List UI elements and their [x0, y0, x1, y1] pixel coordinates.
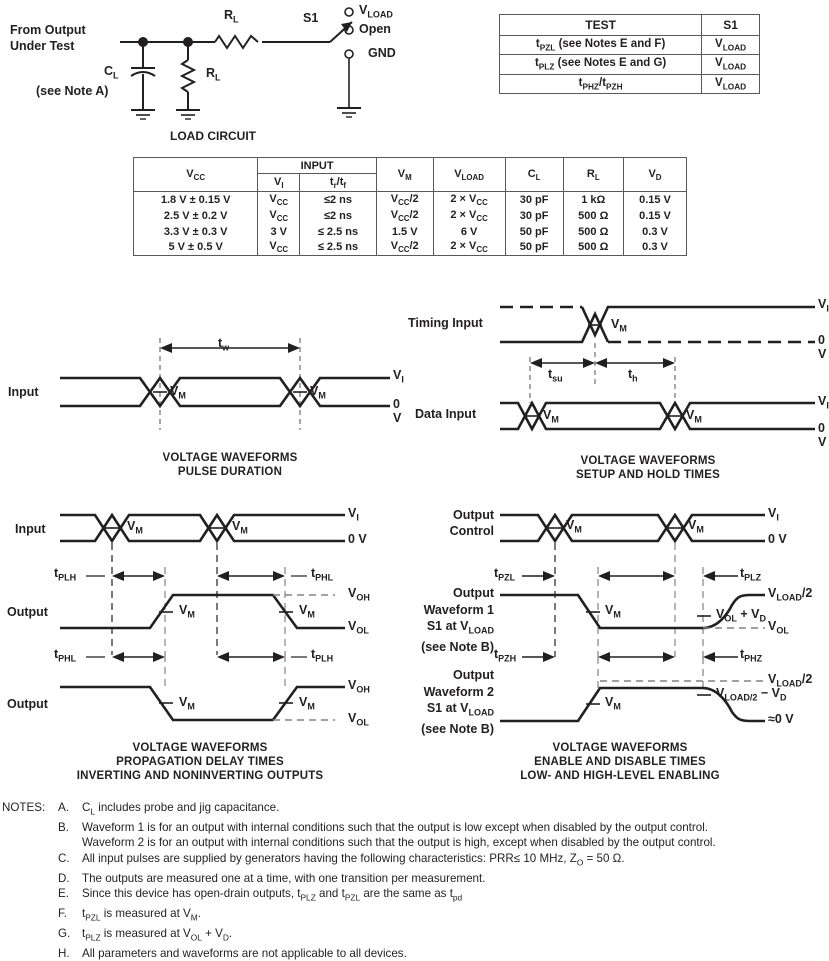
waveform-lower-trace [60, 378, 390, 406]
cell-trtf: ≤2 ns [300, 192, 377, 209]
tplh-arrow-left [112, 571, 124, 581]
cell-vi: $V_{CC}$ [258, 239, 300, 256]
cell-s1-3: $V_{LOAD}$ [702, 74, 760, 93]
tpzl-span-arrow-left [598, 571, 610, 581]
th-s1: S1 [702, 15, 760, 36]
note-text: $t_{PLZ}$ is measured at $V_{OL} + V_D$. [82, 926, 233, 943]
cell-vcc: 1.8 V ± 0.15 V [134, 192, 258, 209]
tpzl-arrow-right [543, 571, 555, 581]
out1-vm-right: $V_M$ [299, 603, 315, 620]
note-item [2, 886, 817, 906]
cell-vcc: 5 V ± 0.5 V [134, 239, 258, 256]
data-input-row-label: Data Input [415, 407, 477, 421]
prop-level-0v: 0 V [348, 532, 367, 546]
cell-test-tphz-tpzh: $t_{PHZ}/t_{PZH}$ [500, 74, 702, 93]
cell-vd: 0.3 V [623, 239, 686, 256]
note-text: The outputs are measured one at a time, with one transition per measurement. [82, 871, 486, 885]
prop-caption-2: PROPAGATION DELAY TIMES [116, 756, 284, 768]
note-letter: B. [58, 820, 69, 834]
notes-gutter [2, 851, 58, 871]
ed-caption-2: ENABLE AND DISABLE TIMES [534, 756, 706, 768]
note-text: All input pulses are supplied by generators having the following characteristics: PRR≤ 10 MHz, $Z_O = 50$ Ω. [82, 851, 625, 868]
vload2-minus-vd-label: $V_{LOAD/2} - V_D$ [716, 686, 787, 703]
note-item [2, 946, 817, 961]
pulse-duration-caption-2: PULSE DURATION [177, 466, 283, 478]
tsu-label: $t_{su}$ [548, 367, 563, 384]
th-arrow-left [595, 358, 607, 368]
note-letter: E. [58, 887, 69, 901]
note-item [2, 835, 817, 851]
load-circuit-diagram [0, 0, 470, 145]
notes-gutter [2, 820, 58, 836]
cell-vcc: 3.3 V ± 0.3 V [134, 225, 258, 239]
prop-level-vi: $V_I$ [348, 506, 359, 523]
cell-vm: 1.5 V [376, 225, 433, 239]
th-vcc: $V_{CC}$ [134, 158, 258, 192]
notes-gutter [2, 946, 58, 961]
table-row [500, 36, 760, 55]
level-0v-label: 0 V [393, 397, 402, 425]
note-item [2, 800, 817, 820]
cell-rl: 1 kΩ [563, 192, 623, 209]
shunt-resistor-label: $R_L$ [206, 66, 221, 83]
note-letter [58, 835, 82, 851]
cell-trtf: ≤ 2.5 ns [300, 225, 377, 239]
th-vd: $V_D$ [623, 158, 686, 192]
tplz-label: $t_{PLZ}$ [740, 566, 762, 583]
terminal-vload [345, 8, 353, 16]
prop-caption-1: VOLTAGE WAVEFORMS [132, 742, 268, 754]
note-letter: D. [58, 871, 70, 885]
parameter-table-body [134, 192, 687, 256]
notes-gutter [2, 926, 58, 946]
propagation-delay-diagram [7, 505, 405, 782]
th-vm: $V_M$ [376, 158, 433, 192]
data-vm-label-right: $V_M$ [686, 408, 702, 425]
ed-level-vi: $V_I$ [768, 506, 779, 523]
th-input-group: INPUT [258, 158, 377, 174]
data-level-vi: $V_I$ [818, 394, 829, 411]
cell-vd: 0.3 V [623, 225, 686, 239]
note-letter: F. [58, 906, 68, 920]
tpzh-arrow-right [543, 652, 555, 662]
cell-cl: 50 pF [505, 225, 563, 239]
resistor-series-zigzag [215, 36, 258, 48]
capacitor-note: (see Note A) [36, 84, 109, 98]
note-letter: C. [58, 851, 70, 865]
ed-level-0v: 0 V [768, 532, 787, 546]
table-row [134, 225, 687, 239]
tsu-arrow-right [583, 358, 595, 368]
ed-caption-1: VOLTAGE WAVEFORMS [552, 742, 688, 754]
cell-vd: 0.15 V [623, 208, 686, 224]
table-row [134, 208, 687, 224]
ow1-trace-left [500, 595, 703, 628]
tphz-label: $t_{PHZ}$ [740, 647, 763, 664]
notes-title: NOTES: [2, 801, 46, 814]
timing-input-row-label: Timing Input [408, 316, 483, 330]
output-waveform2-row-label: Output Waveform 2 S1 at $V_{LOAD}$ (see Note B) [421, 668, 494, 736]
prop-output1-row-label: Output [7, 605, 48, 619]
cell-vload: $2 \times V_{CC}$ [433, 192, 505, 209]
th-arrow-right [663, 358, 675, 368]
note-item [2, 906, 817, 926]
tplh-label-2: $t_{PLH}$ [311, 647, 334, 664]
cell-vi: $V_{CC}$ [258, 208, 300, 224]
tw-arrow-right [288, 343, 300, 353]
level-vi-label: $V_I$ [393, 368, 404, 385]
prop-caption-3: INVERTING AND NONINVERTING OUTPUTS [76, 770, 324, 782]
cell-s1-2: $V_{LOAD}$ [702, 55, 760, 74]
out2-vm-left: $V_M$ [179, 695, 195, 712]
th-trtf: $t_r/t_f$ [300, 174, 377, 192]
tpzh-span-arrow-left [598, 652, 610, 662]
cell-vd: 0.15 V [623, 192, 686, 209]
cell-vi: $V_{CC}$ [258, 192, 300, 209]
cell-rl: 500 Ω [563, 225, 623, 239]
timing-level-vi: $V_I$ [818, 297, 829, 314]
notes-gutter [2, 835, 58, 851]
terminal-gnd [345, 50, 353, 58]
timing-vm-label: $V_M$ [611, 317, 627, 334]
resistor-shunt-zigzag [182, 60, 194, 92]
cell-cl: 50 pF [505, 239, 563, 256]
table-row [134, 192, 687, 209]
cell-vm: $V_{CC}/2$ [376, 208, 433, 224]
data-vm-label-left: $V_M$ [543, 408, 559, 425]
note-item [2, 820, 817, 836]
prop-input-vm-left: $V_M$ [127, 519, 143, 536]
notes-gutter [2, 871, 58, 887]
notes-gutter [2, 886, 58, 906]
out2-level-voh: $V_{OH}$ [348, 678, 370, 695]
table-row [134, 239, 687, 256]
note-text: Waveform 1 is for an output with internal conditions such that the output is low except when disabled by the output control. [82, 820, 708, 834]
note-letter: H. [58, 946, 70, 960]
cell-vm: $V_{CC}/2$ [376, 192, 433, 209]
prop-output2-row-label: Output [7, 697, 48, 711]
vm-label-left: $V_M$ [170, 384, 186, 401]
tw-arrow-left [160, 343, 172, 353]
ed-caption-3: LOW- AND HIGH-LEVEL ENABLING [520, 770, 720, 782]
s1-table-body [500, 36, 760, 94]
cell-test-tplz: $t_{PLZ}$ (see Notes E and G) [500, 55, 702, 74]
cell-trtf: ≤2 ns [300, 208, 377, 224]
series-resistor-label: $R_L$ [224, 8, 239, 25]
load-circuit-caption: LOAD CIRCUIT [170, 129, 256, 143]
output-waveform1-row-label: Output Waveform 1 S1 at $V_{LOAD}$ (see Note B) [421, 586, 494, 654]
data-level-0v: 0 V [818, 421, 827, 449]
octrl-vm-right: $V_M$ [688, 518, 704, 535]
th-cl: $C_L$ [505, 158, 563, 192]
out2-vm-right: $V_M$ [299, 695, 315, 712]
setup-hold-caption-1: VOLTAGE WAVEFORMS [580, 455, 716, 467]
enable-disable-diagram [421, 505, 820, 782]
note-letter: G. [58, 926, 71, 940]
table-row [500, 74, 760, 93]
cell-test-tpzl: $t_{PZL}$ (see Notes E and F) [500, 36, 702, 55]
switch-label: S1 [303, 11, 319, 25]
tplh-label-1: $t_{PLH}$ [54, 566, 77, 583]
ow1-vm-label: $V_M$ [605, 603, 621, 620]
cell-vm: $V_{CC}/2$ [376, 239, 433, 256]
pulse-duration-caption-1: VOLTAGE WAVEFORMS [162, 452, 298, 464]
note-text: All parameters and waveforms are not applicable to all devices. [82, 946, 407, 960]
th-vi: $V_I$ [258, 174, 300, 192]
out2-level-vol: $V_{OL}$ [348, 711, 369, 728]
out1-vm-left: $V_M$ [179, 603, 195, 620]
note-text: Since this device has open-drain outputs, $t_{PLZ}$ and $t_{PZL}$ are the same as $t_{pd}$ [82, 887, 463, 903]
tphl2-arrow-left [112, 652, 124, 662]
ow2-level-approx-zero: ≈0 V [768, 712, 794, 726]
octrl-vm-left: $V_M$ [566, 518, 582, 535]
tphl-label-1: $t_{PHL}$ [311, 566, 334, 583]
th-vload: $V_{LOAD}$ [433, 158, 505, 192]
setup-hold-diagram [408, 295, 829, 481]
pulse-input-row-label: Input [8, 385, 39, 399]
th-label: $t_h$ [628, 367, 638, 384]
note-item [2, 851, 817, 871]
vm-label-right: $V_M$ [310, 384, 326, 401]
table-header-row-top [134, 158, 687, 174]
table-header-row [500, 15, 760, 36]
ow2-vm-label: $V_M$ [605, 695, 621, 712]
prop-input-vm-right: $V_M$ [232, 519, 248, 536]
out1-level-vol: $V_{OL}$ [348, 619, 369, 636]
th-rl: $R_L$ [563, 158, 623, 192]
terminal-gnd-label: GND [368, 46, 396, 60]
cell-vload: 6 V [433, 225, 505, 239]
cell-trtf: ≤ 2.5 ns [300, 239, 377, 256]
tsu-arrow-left [530, 358, 542, 368]
tpzh-span-arrow-right [663, 652, 675, 662]
cell-rl: 500 Ω [563, 208, 623, 224]
th-test: TEST [500, 15, 702, 36]
tpzl-span-arrow-right [663, 571, 675, 581]
ow1-level-vload2: $V_{LOAD}/2$ [768, 586, 813, 603]
ow2-trace-left [500, 688, 703, 721]
cell-cl: 30 pF [505, 192, 563, 209]
notes-block [2, 800, 817, 961]
note-text: Waveform 2 is for an output with internal conditions such that the output is high, except when disabled by the output control. [82, 836, 716, 850]
prop-input-row-label: Input [15, 522, 46, 536]
terminal-vload-label: $V_{LOAD}$ [359, 3, 393, 20]
capacitor-label: $C_L$ [104, 64, 119, 81]
out1-level-voh: $V_{OH}$ [348, 586, 370, 603]
tphl2-arrow-right [153, 652, 165, 662]
tplh2-arrow-left [217, 652, 229, 662]
note-item [2, 926, 817, 946]
parameter-table [133, 157, 687, 256]
load-source-label: From Output Under Test [10, 23, 86, 53]
pulse-duration-diagram [8, 300, 404, 478]
note-text: $C_L$ includes probe and jig capacitance. [82, 801, 280, 817]
note-item [2, 871, 817, 887]
tpzh-label: $t_{PZH}$ [494, 647, 517, 664]
terminal-open-label: Open [359, 22, 391, 36]
tw-label: $t_w$ [218, 336, 230, 353]
ow1-level-vol: $V_{OL}$ [768, 619, 789, 636]
output-control-row-label: Output Control [449, 508, 494, 538]
tplh-arrow-right [153, 571, 165, 581]
note-text: $t_{PZL}$ is measured at $V_M$. [82, 906, 201, 923]
setup-hold-caption-2: SETUP AND HOLD TIMES [576, 469, 720, 481]
cell-vcc: 2.5 V ± 0.2 V [134, 208, 258, 224]
cell-cl: 30 pF [505, 208, 563, 224]
tpzl-label: $t_{PZL}$ [494, 566, 516, 583]
tplh2-arrow-right [273, 652, 285, 662]
table-row [500, 55, 760, 74]
tphl-arrow-left [217, 571, 229, 581]
notes-gutter [2, 906, 58, 926]
timing-level-0v: 0 V [818, 333, 827, 361]
cell-rl: 500 Ω [563, 239, 623, 256]
tphl-arrow-right [273, 571, 285, 581]
test-s1-table [499, 14, 760, 94]
cell-vload: $2 \times V_{CC}$ [433, 208, 505, 224]
tphl-label-2: $t_{PHL}$ [54, 647, 77, 664]
cell-vi: 3 V [258, 225, 300, 239]
note-letter: A. [58, 801, 69, 814]
vol-plus-vd-label: $V_{OL} + V_D$ [716, 607, 766, 624]
cell-vload: $2 \times V_{CC}$ [433, 239, 505, 256]
cell-s1-1: $V_{LOAD}$ [702, 36, 760, 55]
waveform-upper-trace [60, 378, 390, 406]
ow2-level-vload2: $V_{LOAD}/2$ [768, 672, 813, 689]
